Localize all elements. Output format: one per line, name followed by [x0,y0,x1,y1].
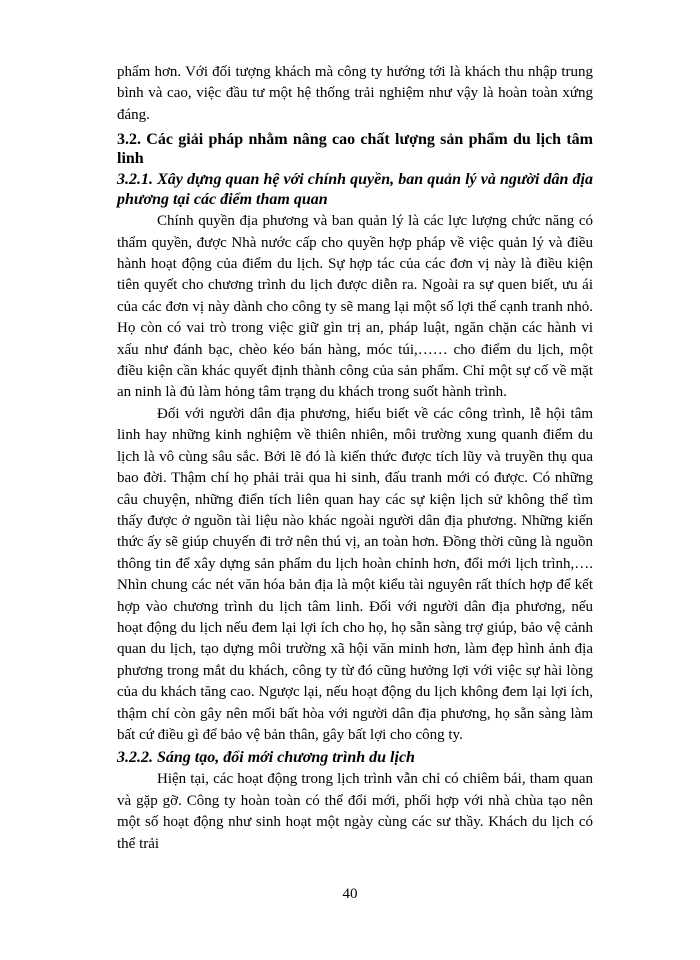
document-body [117,62,593,855]
paragraph-innovation: Hiện tại, các hoạt động trong lịch trình vẫn chỉ có chiêm bái, tham quan và gặp gỡ. Công ty hoàn toàn có thể đổi mới, phối hợp với nhà chùa tạo nên một số hoạt động như sinh hoạt một ngày cùng các sư thầy. Khách du lịch có thể trải [117,771,593,852]
subsection-heading-3-2-2: 3.2.2. Sáng tạo, đổi mới chương trình du lịch [117,749,415,767]
paragraph-local-residents: Đối với người dân địa phương, hiểu biết về các công trình, lễ hội tâm linh hay những kinh nghiệm về thiên nhiên, môi trường xung quanh điểm du lịch là vô cùng sâu sắc. Bởi lẽ đó là kiến thức được tích lũy và truyền thụ qua bao đời. Thậm chí họ phải trải qua hi sinh, đấu tranh mới có được. Có những câu chuyện, những điển tích liên quan hay các sự kiện lịch sử không thể tìm thấy được ở nguồn tài liệu nào khác ngoài người dân địa phương. Những kiến thức ấy sẽ giúp chuyến đi trở nên thú vị, an toàn hơn. Đồng thời cũng là nguồn thông tin để xây dựng sản phẩm du lịch hoàn chỉnh hơn, đổi mới lịch trình,…. Nhìn chung các nét văn hóa bản địa là một kiểu tài nguyên rất thích hợp để kết hợp vào chương trình du lịch tâm linh. Đối với người dân địa phương, nếu hoạt động du lịch nếu đem lại lợi ích cho họ, họ sẵn sàng trợ giúp, bảo vệ cảnh quan du lịch, tạo dựng môi trường xã hội văn minh hơn, làm đẹp hình ảnh địa phương trong mắt du khách, công ty từ đó cũng hưởng lợi với việc sự hài lòng của du khách tăng cao. Ngược lại, nếu hoạt động du lịch không đem lại lợi ích, thậm chí còn gây nên mối bất hòa với người dân địa phương, họ sẵn sàng làm bất cứ điều gì để bảo vệ bản thân, gây bất lợi cho công ty. [117,405,593,743]
opening-paragraph: phẩm hơn. Với đối tượng khách mà công ty hướng tới là khách thu nhập trung bình và cao, việc đầu tư một hệ thống trải nghiệm như vậy là hoàn toàn xứng đáng. [117,64,593,123]
section-heading: 3.2. Các giải pháp nhằm nâng cao chất lượng sản phẩm du lịch tâm linh [117,131,593,168]
page-number: 40 [342,886,358,902]
paragraph-authorities: Chính quyền địa phương và ban quản lý là các lực lượng chức năng có thẩm quyền, được Nhà nước cấp cho quyền hợp pháp về việc quản lý và điều hành hoạt động của điểm du lịch. Sự hợp tác của các đơn vị này là điều kiện tiên quyết cho chương trình du lịch được diễn ra. Ngoài ra sự quen biết, ưu ái của các đơn vị này dành cho công ty sẽ mang lại một số lợi thế cạnh tranh nhỏ. Họ còn có vai trò trong việc giữ gìn trị an, pháp luật, ngăn chặn các hành vi xấu như đánh bạc, chèo kéo bán hàng, móc túi,…… cho điểm du lịch, một điều kiện cần khác quyết định thành công của sản phẩm. Chỉ một sự cố về mặt an ninh là đủ làm hỏng tâm trạng du khách trong suốt hành trình. [117,213,593,401]
subsection-heading-3-2-1: 3.2.1. Xây dựng quan hệ với chính quyền, ban quản lý và người dân địa phương tại các điểm tham quan [117,171,593,209]
